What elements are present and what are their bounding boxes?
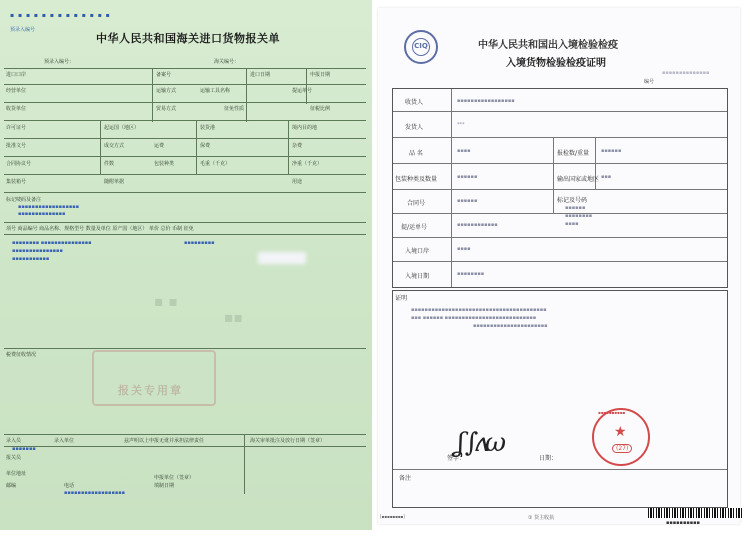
row-bill: 提/运单号: [401, 224, 428, 231]
field-package: 包装种类: [154, 161, 175, 167]
certificate-subtitle: 入境货物检验检疫证明: [506, 58, 606, 69]
top-number-label: 预录入编号: [10, 27, 36, 33]
field-origin-country: 起运国（地区）: [104, 125, 140, 131]
field-approval-no: 批准文号: [6, 143, 27, 149]
ciq-logo: [404, 30, 438, 64]
customs-stamp-text: 报关专用章: [118, 384, 183, 397]
field-receiver: 收货单位: [6, 106, 27, 112]
field-tax-nature: 征免性质: [224, 106, 245, 112]
proof-label: 证明: [395, 295, 408, 302]
ciq-logo-text: CIQ: [414, 42, 428, 50]
certificate-table: 收货人 ▪▪▪▪▪▪▪▪▪▪▪▪▪▪▪▪▪ 发货人 *** 品 名 ▪▪▪▪ 报检数/重量 ▪▪▪▪▪▪ 包装种类及数量 ▪▪▪▪▪▪ 输出国家或地区 ▪▪▪ 合同号 ▪▪▪▪▪▪ 标记及号码 ▪▪▪▪▪▪ ▪▪▪▪▪▪▪▪ ▪▪▪▪ 提/运单号 ▪▪▪▪▪▪▪▪▪▪▪▪ 入境口岸 ▪▪▪▪ 入境日期 ▪▪▪▪▪▪▪▪: [392, 88, 728, 288]
field-freight: 运费: [154, 143, 165, 149]
signature-label: 签字：: [447, 455, 466, 462]
item-table-header: 项号 商品编号 商品名称、规格型号 数量及单位 原产国（地区） 单价 总价 币制 征免: [6, 226, 194, 232]
row-origin-value: ▪▪▪: [601, 174, 612, 180]
row-product: 品 名: [409, 150, 423, 157]
field-entry-clerk: 录入员: [6, 438, 22, 444]
field-declare-unit: 申报单位（签章）: [154, 475, 195, 481]
certificate-number-label: 编号: [644, 79, 655, 85]
field-contract-no: 合同协议号: [6, 161, 32, 167]
row-entry-port: 入境口岸: [405, 248, 430, 255]
row-entry-date: 入境日期: [405, 273, 430, 280]
row-entry-date-value: ▪▪▪▪▪▪▪▪: [457, 271, 485, 277]
field-import-port: 进口口岸: [6, 72, 27, 78]
row-contract-value: ▪▪▪▪▪▪: [457, 198, 478, 204]
row-entry-port-value: ▪▪▪▪: [457, 246, 471, 252]
row-package: 包装种类及数量: [395, 176, 438, 183]
row-consignor-value: ***: [457, 122, 465, 128]
field-pieces: 件数: [104, 161, 115, 167]
field-record-no: 备案号: [156, 72, 172, 78]
field-trade-mode: 贸易方式: [156, 106, 177, 112]
customs-note: 海关审单批注及放行日期（签章）: [250, 438, 326, 444]
field-phone: 电话: [64, 483, 75, 489]
seal-star-icon: ★: [614, 424, 627, 440]
row-origin: 输出国家或地区: [557, 176, 600, 183]
form-code: [▪▪▪▪▪▪▪▪]: [380, 514, 405, 519]
barcode-number: ▪▪▪▪▪▪▪▪▪▪: [666, 520, 700, 526]
field-zip: 邮编: [6, 483, 17, 489]
certificate-title: 中华人民共和国出入境检验检疫: [478, 40, 618, 51]
row-package-value: ▪▪▪▪▪▪: [457, 174, 478, 180]
field-tax-rate: 征税比例: [310, 106, 331, 112]
field-transport-name: 运输工具名称: [200, 88, 231, 94]
field-declarer: 报关员: [6, 455, 22, 461]
field-entry-unit: 录入单位: [54, 438, 75, 444]
field-tax-section: 税费征收情况: [6, 352, 37, 358]
field-import-date: 进口日期: [250, 72, 271, 78]
field-loading-port: 装货港: [200, 125, 216, 131]
remark-label: 备注: [399, 475, 412, 482]
row-consignee-value: ▪▪▪▪▪▪▪▪▪▪▪▪▪▪▪▪▪: [457, 98, 515, 104]
copy-label: ① 货主收执: [528, 515, 555, 521]
barcode: [648, 508, 742, 518]
date-label: 日期：: [539, 455, 558, 462]
field-container-no: 集装箱号: [6, 179, 27, 185]
field-license: 许可证号: [6, 125, 27, 131]
field-fill-date: 填制日期: [154, 483, 175, 489]
row-count-value: ▪▪▪▪▪▪: [601, 148, 622, 154]
field-docs: 随附单据: [104, 179, 125, 185]
field-gross-weight: 毛重（千克）: [200, 161, 231, 167]
declaration-grid: 预录入编号： 海关编号： 进口口岸 备案号 进口日期 申报日期 经营单位 运输方式 运输工具名称 提运单号 收货单位 贸易方式 征免性质 征税比例 许可证号 起运国（地区） 装货港 境内目的地 批准文号 成交方式 运费 保费 杂费 合同协议号 件数 包装种类 毛重（千克） 净重（千克） 集装箱号 随附单据 用途 标记唛码及备注 ▪▪▪▪▪▪▪▪▪▪▪▪▪▪▪▪▪▪ ▪▪▪▪▪▪▪▪▪▪▪▪▪▪ 项号 商品编号 商品名称、规格型号 数量及单位 原产国（地区） 单价 总价 币制 征免 ▪▪▪▪▪▪▪▪ ▪▪▪▪▪▪▪▪▪▪▪▪▪▪▪ ▪▪▪▪▪▪▪▪▪▪▪▪▪▪▪ ▪▪▪▪▪▪▪▪▪▪▪ ▪▪▪▪▪▪▪▪▪ ▪ ▪ ▪▪ 税费征收情况 录入员 录入单位 兹声明以上申报无讹并承担法律责任 海关审单批注及放行日期（签章） 报关员 ▪▪▪▪▪▪▪ 申报单位（签章） 单位地址 邮编 电话 填制日期 ▪▪▪▪▪▪▪▪▪▪▪▪▪▪▪▪▪▪: [4, 54, 366, 494]
field-net-weight: 净重（千克）: [292, 161, 323, 167]
field-pre-no: 预录入编号：: [44, 59, 75, 65]
field-insurance: 保费: [200, 143, 211, 149]
field-transport: 运输方式: [156, 88, 177, 94]
field-deal-method: 成交方式: [104, 143, 125, 149]
row-contract: 合同号: [407, 200, 426, 207]
seal-number: (27): [612, 444, 632, 453]
top-number: ▪ ▪ ▪ ▪ ▪ ▪ ▪ ▪ ▪ ▪ ▪ ▪ ▪: [10, 12, 111, 19]
field-bill-no: 提运单号: [292, 88, 313, 94]
proof-section: 证明 ▪▪▪▪▪▪▪▪▪▪▪▪▪▪▪▪▪▪▪▪▪▪▪▪▪▪▪▪▪▪▪▪▪▪▪▪▪▪▪▪ ▪▪▪ ▪▪▪▪▪▪ ▪▪▪▪▪▪▪▪▪▪▪▪▪▪▪▪▪▪▪▪▪▪▪▪▪▪▪ ▪▪▪▪▪▪▪▪▪▪▪▪▪▪▪▪▪▪▪▪▪▪ 签字： 日期： 备注: [392, 290, 728, 508]
row-consignor: 发货人: [405, 124, 424, 131]
field-consignee: 经营单位: [6, 88, 27, 94]
field-unit-address: 单位地址: [6, 471, 27, 477]
handwritten-signature: ʆ ∫ʌω: [456, 428, 503, 458]
official-red-seal: [592, 408, 650, 466]
row-bill-value: ▪▪▪▪▪▪▪▪▪▪▪▪: [457, 222, 498, 228]
redacted-patch: [258, 252, 306, 264]
field-customs-no: 海关编号：: [214, 59, 240, 65]
row-marks: 标记及号码: [557, 197, 588, 204]
inspection-certificate: [378, 8, 740, 524]
row-count: 报检数/重量: [557, 150, 590, 157]
customs-declaration-form: [0, 0, 372, 530]
field-misc: 杂费: [292, 143, 303, 149]
row-product-value: ▪▪▪▪: [457, 148, 471, 154]
declaration-statement: 兹声明以上申报无讹并承担法律责任: [124, 438, 205, 444]
field-use: 用途: [292, 179, 303, 185]
certificate-number-value: ▪▪▪▪▪▪▪▪▪▪▪▪▪▪: [662, 70, 710, 76]
field-marks: 标记唛码及备注: [6, 197, 42, 203]
row-consignee: 收货人: [405, 99, 424, 106]
field-declare-date: 申报日期: [310, 72, 331, 78]
document-title: 中华人民共和国海关进口货物报关单: [96, 32, 280, 45]
seal-text: ▪▪▪▪▪▪▪▪▪▪: [598, 410, 626, 415]
field-destination: 境内目的地: [292, 125, 318, 131]
